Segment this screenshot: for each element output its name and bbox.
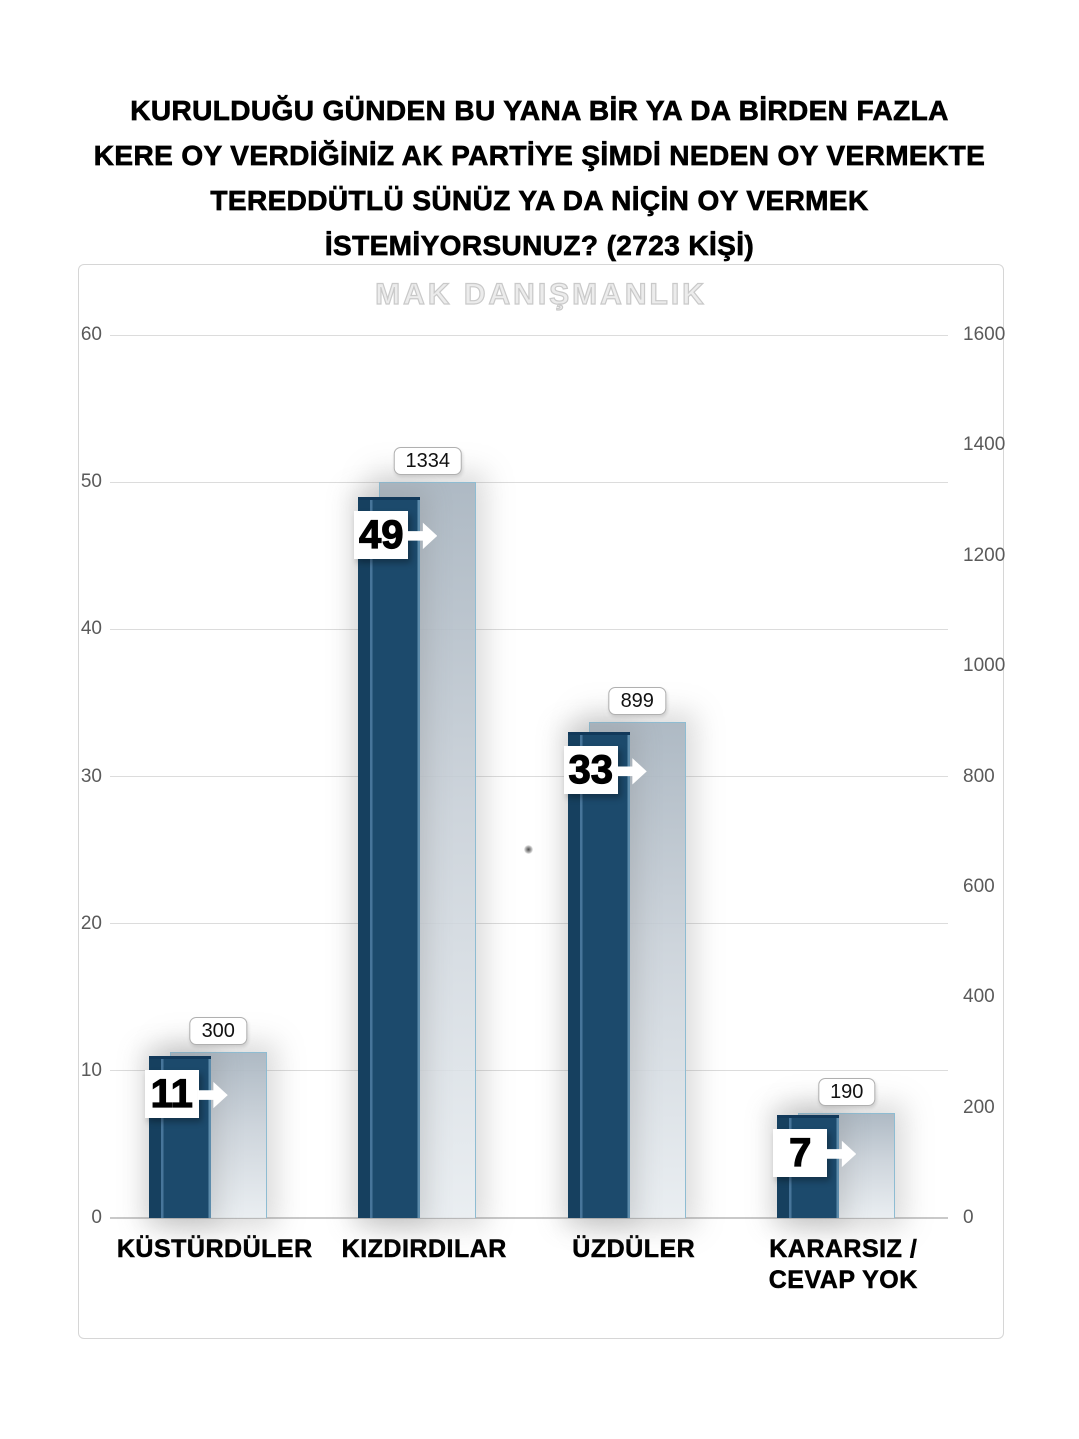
title-line-4: İSTEMİYORSUNUZ? (2723 KİŞİ) — [324, 230, 755, 261]
left-axis-tick-label: 0 — [91, 1207, 102, 1228]
right-axis-tick-label: 800 — [963, 765, 995, 787]
category-label: KÜSTÜRDÜLER — [116, 1235, 313, 1263]
value-badge: 49 — [354, 511, 408, 559]
right-axis-tick-label: 1600 — [963, 324, 1006, 345]
chart-main-title — [0, 88, 1079, 268]
speck-artifact — [524, 845, 533, 854]
title-line-1: KURULDUĞU GÜNDEN BU YANA BİR YA DA BİRDEN FAZLA — [130, 95, 949, 126]
title-line-3: TEREDDÜTLÜ SÜNÜZ YA DA NİÇİN OY VERMEK — [210, 185, 869, 216]
category-label: KIZDIRDILAR — [341, 1235, 507, 1263]
bar-dark — [358, 497, 420, 1218]
left-axis-tick-label: 30 — [80, 765, 102, 787]
right-axis-tick-label: 1000 — [963, 655, 1006, 677]
gridline — [110, 482, 948, 483]
left-axis-tick-label: 50 — [80, 471, 102, 493]
right-axis-tick-label: 200 — [963, 1096, 995, 1118]
value-badge: 7 — [773, 1129, 827, 1177]
title-line-2: KERE OY VERDİĞİNİZ AK PARTİYE ŞİMDİ NEDEN OY VERMEKTE — [93, 140, 986, 171]
count-label: 190 — [818, 1078, 875, 1106]
watermark-text: MAK DANIŞMANLIK — [375, 278, 707, 311]
left-axis-tick-label: 60 — [80, 324, 102, 345]
gridline — [110, 335, 948, 336]
count-label: 899 — [609, 687, 666, 715]
value-badge: 11 — [145, 1070, 199, 1118]
count-label: 1334 — [394, 447, 463, 475]
left-axis-tick-label: 40 — [80, 618, 102, 640]
category-label: ÜZDÜLER — [572, 1235, 696, 1263]
left-axis-tick-label: 10 — [80, 1059, 102, 1081]
right-axis-tick-label: 0 — [963, 1207, 974, 1228]
right-axis-tick-label: 1200 — [963, 544, 1006, 566]
right-axis-tick-label: 400 — [963, 986, 995, 1008]
count-label: 300 — [190, 1017, 247, 1045]
right-axis-tick-label: 600 — [963, 875, 995, 897]
gridline — [110, 776, 948, 777]
value-badge: 33 — [564, 746, 618, 794]
right-axis-tick-label: 1400 — [963, 434, 1006, 456]
gridline — [110, 923, 948, 924]
bar-dark — [568, 732, 630, 1218]
gridline — [110, 629, 948, 630]
left-axis-tick-label: 20 — [80, 912, 102, 934]
category-label: KARARSIZ / CEVAP YOK — [768, 1235, 918, 1294]
